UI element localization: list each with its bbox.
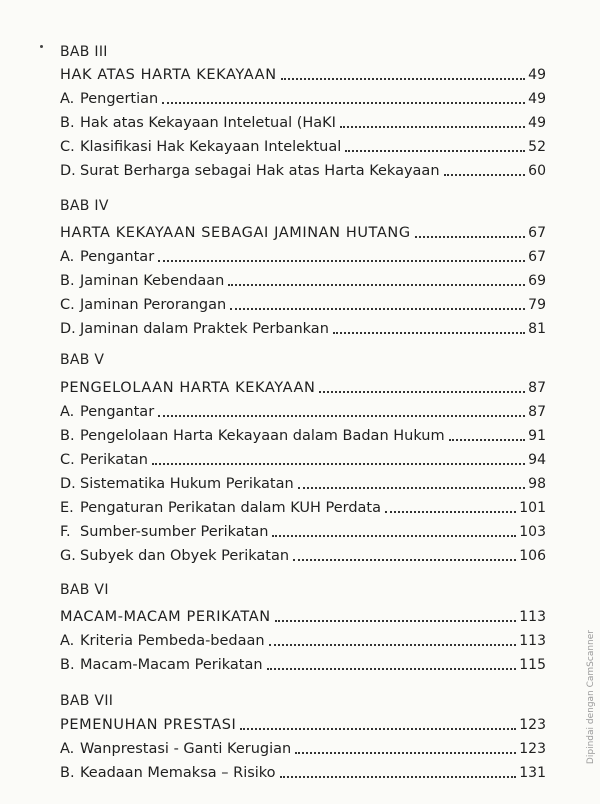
entry-title: Hak atas Kekayaan Inteletual (HaKI: [80, 115, 336, 131]
entry-letter: A.: [60, 249, 75, 265]
entry-title: Subyek dan Obyek Perikatan: [80, 548, 290, 564]
dot-leader: [449, 439, 526, 441]
entry-letter: F.: [60, 524, 71, 540]
dot-leader: [319, 391, 525, 393]
entry-letter: A.: [60, 633, 75, 649]
dot-leader: [158, 415, 525, 417]
chapter-title: HAK ATAS HARTA KEKAYAAN: [60, 67, 277, 83]
entry-title: Perikatan: [80, 452, 148, 468]
chapter-heading-row: [60, 606, 546, 626]
chapter-label: BAB III: [60, 44, 108, 60]
chapter-label: BAB IV: [60, 198, 109, 214]
toc-entry: [60, 246, 546, 266]
chapter-title: HARTA KEKAYAAN SEBAGAI JAMINAN HUTANG: [60, 225, 411, 241]
entry-letter: B.: [60, 273, 75, 289]
entry-letter: E.: [60, 500, 74, 516]
page-number: 113: [519, 633, 546, 649]
entry-title: Keadaan Memaksa – Risiko: [80, 765, 276, 781]
dot-leader: [345, 150, 525, 152]
dot-leader: [162, 102, 525, 104]
page-number: 123: [519, 741, 546, 757]
page-number: 87: [528, 380, 546, 396]
entry-title: Pengantar: [80, 249, 155, 265]
chapter-title: MACAM-MACAM PERIKATAN: [60, 609, 271, 625]
entry-letter: C.: [60, 297, 75, 313]
dot-leader: [267, 668, 517, 670]
page-number: 101: [519, 500, 546, 516]
chapter-label: BAB V: [60, 352, 105, 368]
page-number: 103: [519, 524, 546, 540]
entry-title: Pengaturan Perikatan dalam KUH Perdata: [80, 500, 381, 516]
page-number: 87: [528, 404, 546, 420]
dot-leader: [340, 126, 525, 128]
toc-entry: [60, 270, 546, 290]
dot-leader: [295, 752, 516, 754]
dot-leader: [333, 332, 525, 334]
page-number: 94: [528, 452, 546, 468]
toc-entry: [60, 294, 546, 314]
entry-letter: A.: [60, 91, 75, 107]
scan-speck: [40, 45, 43, 48]
page-number: 69: [528, 273, 546, 289]
chapter-heading-row: [60, 377, 546, 397]
page-number: 79: [528, 297, 546, 313]
entry-title: Wanprestasi - Ganti Kerugian: [80, 741, 292, 757]
page-number: 115: [519, 657, 546, 673]
chapter-title: PEMENUHAN PRESTASI: [60, 717, 237, 733]
entry-title: Pengertian: [80, 91, 159, 107]
dot-leader: [272, 535, 516, 537]
page-number: 60: [528, 163, 546, 179]
page-number: 123: [519, 717, 546, 733]
chapter-title: PENGELOLAAN HARTA KEKAYAAN: [60, 380, 316, 396]
entry-letter: D.: [60, 321, 76, 337]
entry-title: Jaminan dalam Praktek Perbankan: [80, 321, 329, 337]
page-number: 49: [528, 115, 546, 131]
page-number: 81: [528, 321, 546, 337]
chapter-label: BAB VI: [60, 582, 109, 598]
entry-letter: B.: [60, 115, 75, 131]
toc-entry: [60, 654, 546, 674]
entry-letter: G.: [60, 548, 76, 564]
chapter-heading-row: [60, 64, 546, 84]
entry-letter: B.: [60, 657, 75, 673]
toc-entry: [60, 136, 546, 156]
dot-leader: [280, 776, 517, 778]
entry-letter: B.: [60, 428, 75, 444]
page-number: 49: [528, 91, 546, 107]
dot-leader: [293, 559, 516, 561]
toc-entry: [60, 160, 546, 180]
page-number: 98: [528, 476, 546, 492]
entry-title: Sumber-sumber Perikatan: [80, 524, 269, 540]
toc-entry: [60, 112, 546, 132]
dot-leader: [269, 644, 517, 646]
toc-entry: [60, 521, 546, 541]
toc-entry: [60, 449, 546, 469]
toc-entry: [60, 738, 546, 758]
entry-letter: C.: [60, 139, 75, 155]
toc-entry: [60, 88, 546, 108]
toc-entry: [60, 497, 546, 517]
dot-leader: [415, 236, 526, 238]
page-number: 91: [528, 428, 546, 444]
dot-leader: [298, 487, 526, 489]
page-number: 113: [519, 609, 546, 625]
entry-letter: D.: [60, 476, 76, 492]
page-number: 131: [519, 765, 546, 781]
toc-entry: [60, 545, 546, 565]
scanner-watermark: Dipindai dengan CamScanner: [586, 629, 596, 764]
dot-leader: [281, 78, 526, 80]
entry-letter: C.: [60, 452, 75, 468]
toc-entry: [60, 425, 546, 445]
entry-title: Pengelolaan Harta Kekayaan dalam Badan Hukum: [80, 428, 445, 444]
page-number: 67: [528, 225, 546, 241]
page-number: 106: [519, 548, 546, 564]
page-number: 67: [528, 249, 546, 265]
toc-entry: [60, 473, 546, 493]
dot-leader: [158, 260, 525, 262]
entry-title: Macam-Macam Perikatan: [80, 657, 263, 673]
toc-entry: [60, 762, 546, 782]
entry-title: Kriteria Pembeda-bedaan: [80, 633, 265, 649]
toc-entry: [60, 630, 546, 650]
entry-letter: B.: [60, 765, 75, 781]
page-number: 52: [528, 139, 546, 155]
entry-title: Surat Berharga sebagai Hak atas Harta Kekayaan: [80, 163, 440, 179]
dot-leader: [152, 463, 525, 465]
dot-leader: [275, 620, 517, 622]
entry-title: Pengantar: [80, 404, 155, 420]
chapter-heading-row: [60, 222, 546, 242]
entry-letter: A.: [60, 404, 75, 420]
chapter-label: BAB VII: [60, 693, 114, 709]
entry-title: Sistematika Hukum Perikatan: [80, 476, 294, 492]
toc-entry: [60, 318, 546, 338]
entry-letter: D.: [60, 163, 76, 179]
entry-title: Jaminan Perorangan: [80, 297, 227, 313]
entry-letter: A.: [60, 741, 75, 757]
dot-leader: [228, 284, 525, 286]
dot-leader: [385, 511, 516, 513]
entry-title: Jaminan Kebendaan: [80, 273, 225, 289]
dot-leader: [240, 728, 516, 730]
page-number: 49: [528, 67, 546, 83]
dot-leader: [444, 174, 526, 176]
toc-entry: [60, 401, 546, 421]
dot-leader: [230, 308, 525, 310]
entry-title: Klasifikasi Hak Kekayaan Intelektual: [80, 139, 342, 155]
chapter-heading-row: [60, 714, 546, 734]
